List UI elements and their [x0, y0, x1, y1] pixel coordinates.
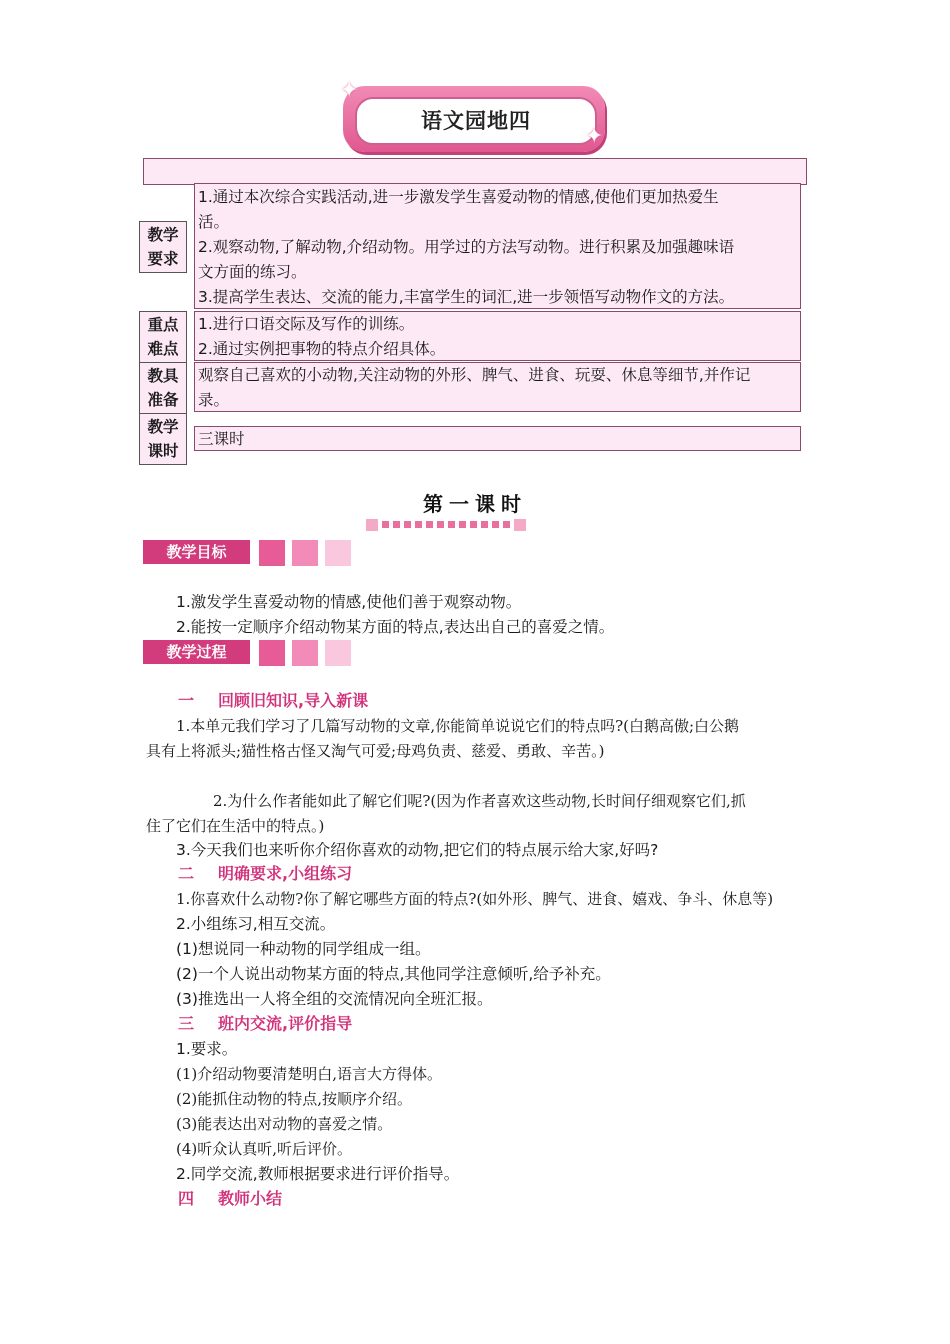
step-line: (4)听众认真听,听后评价。: [176, 1140, 353, 1158]
step-title: 回顾旧知识,导入新课: [218, 691, 369, 710]
content-line: 2.观察动物,了解动物,介绍动物。用学过的方法写动物。进行积累及加强趣味语: [198, 238, 735, 256]
label-text: 教具: [147, 367, 179, 385]
content-teaching-requirements: [194, 183, 801, 309]
step-line: 2.小组练习,相互交流。: [176, 915, 336, 933]
step-number: 三: [178, 1014, 195, 1033]
label-text: 教学: [147, 226, 179, 244]
step-line: 1.本单元我们学习了几篇写动物的文章,你能简单说说它们的特点吗?(白鹅高傲;白公鹅: [176, 717, 740, 735]
decor-square: [259, 640, 285, 666]
step-line: (3)能表达出对动物的喜爱之情。: [176, 1115, 393, 1133]
content-line: 1.进行口语交际及写作的训练。: [198, 315, 415, 333]
step-line: (2)一个人说出动物某方面的特点,其他同学注意倾听,给予补充。: [176, 965, 611, 983]
step-line: 2.同学交流,教师根据要求进行评价指导。: [176, 1165, 460, 1183]
step-line: (3)推选出一人将全组的交流情况向全班汇报。: [176, 990, 493, 1008]
goal-item: 1.激发学生喜爱动物的情感,使他们善于观察动物。: [176, 593, 522, 611]
step-line: 1.要求。: [176, 1040, 238, 1058]
step-heading-4: [178, 1187, 282, 1211]
content-line: 观察自己喜欢的小动物,关注动物的外形、脾气、进食、玩耍、休息等细节,并作记: [198, 366, 751, 384]
content-line: 1.通过本次综合实践活动,进一步激发学生喜爱动物的情感,使他们更加热爱生: [198, 188, 719, 206]
step-line: (2)能抓住动物的特点,按顺序介绍。: [176, 1090, 413, 1108]
step-number: 一: [178, 691, 195, 710]
label-text: 要求: [147, 250, 179, 268]
table-header-bar: [143, 158, 807, 185]
label-text: 教学: [147, 418, 179, 436]
lesson-title-decoration: [366, 514, 556, 530]
label-text: 难点: [147, 340, 179, 358]
step-number: 二: [178, 864, 195, 883]
content-line: 3.提高学生表达、交流的能力,丰富学生的词汇,进一步领悟写动物作文的方法。: [198, 288, 735, 306]
content-line: 录。: [198, 391, 230, 409]
decor-square: [325, 540, 351, 566]
content-line: 2.通过实例把事物的特点介绍具体。: [198, 340, 446, 358]
decor-square: [292, 540, 318, 566]
step-title: 明确要求,小组练习: [218, 864, 353, 883]
star-icon: ✦: [340, 78, 359, 103]
decor-square: [292, 640, 318, 666]
label-teaching-requirements: [139, 221, 187, 273]
content-line: 活。: [198, 213, 230, 231]
step-title: 教师小结: [218, 1189, 283, 1208]
label-text: 准备: [147, 391, 179, 409]
label-materials: [139, 362, 187, 414]
step-line: 3.今天我们也来听你介绍你喜欢的动物,把它们的特点展示给大家,好吗?: [176, 841, 659, 859]
page-title: 语文园地四: [355, 97, 597, 145]
label-key-points: [139, 311, 187, 363]
step-line: 1.你喜欢什么动物?你了解它哪些方面的特点?(如外形、脾气、进食、嬉戏、争斗、休息等): [176, 890, 774, 908]
step-heading-1: [178, 689, 368, 713]
step-line: (1)介绍动物要清楚明白,语言大方得体。: [176, 1065, 443, 1083]
step-heading-3: [178, 1012, 352, 1036]
content-line: 文方面的练习。: [198, 263, 307, 281]
lesson-title: 第一课时: [423, 492, 527, 516]
content-materials: [194, 362, 801, 412]
step-title: 班内交流,评价指导: [218, 1014, 353, 1033]
section-tag-process: 教学过程: [143, 640, 250, 664]
step-line: 具有上将派头;猫性格古怪又淘气可爱;母鸡负责、慈爱、勇敢、辛苦。): [146, 742, 605, 760]
step-line: (1)想说同一种动物的同学组成一组。: [176, 940, 431, 958]
step-line: 住了它们在生活中的特点。): [146, 817, 325, 835]
label-text: 课时: [147, 442, 179, 460]
step-number: 四: [178, 1189, 195, 1208]
content-line: 三课时: [198, 430, 245, 448]
label-class-hours: [139, 413, 187, 465]
decor-square: [325, 640, 351, 666]
step-heading-2: [178, 862, 352, 886]
section-tag-goals: 教学目标: [143, 540, 250, 564]
content-class-hours: [194, 426, 801, 451]
label-text: 重点: [147, 316, 179, 334]
goal-item: 2.能按一定顺序介绍动物某方面的特点,表达出自己的喜爱之情。: [176, 618, 615, 636]
decor-square: [259, 540, 285, 566]
star-icon: ✦: [585, 124, 604, 149]
content-key-points: [194, 311, 801, 361]
step-line: 2.为什么作者能如此了解它们呢?(因为作者喜欢这些动物,长时间仔细观察它们,抓: [213, 792, 746, 810]
